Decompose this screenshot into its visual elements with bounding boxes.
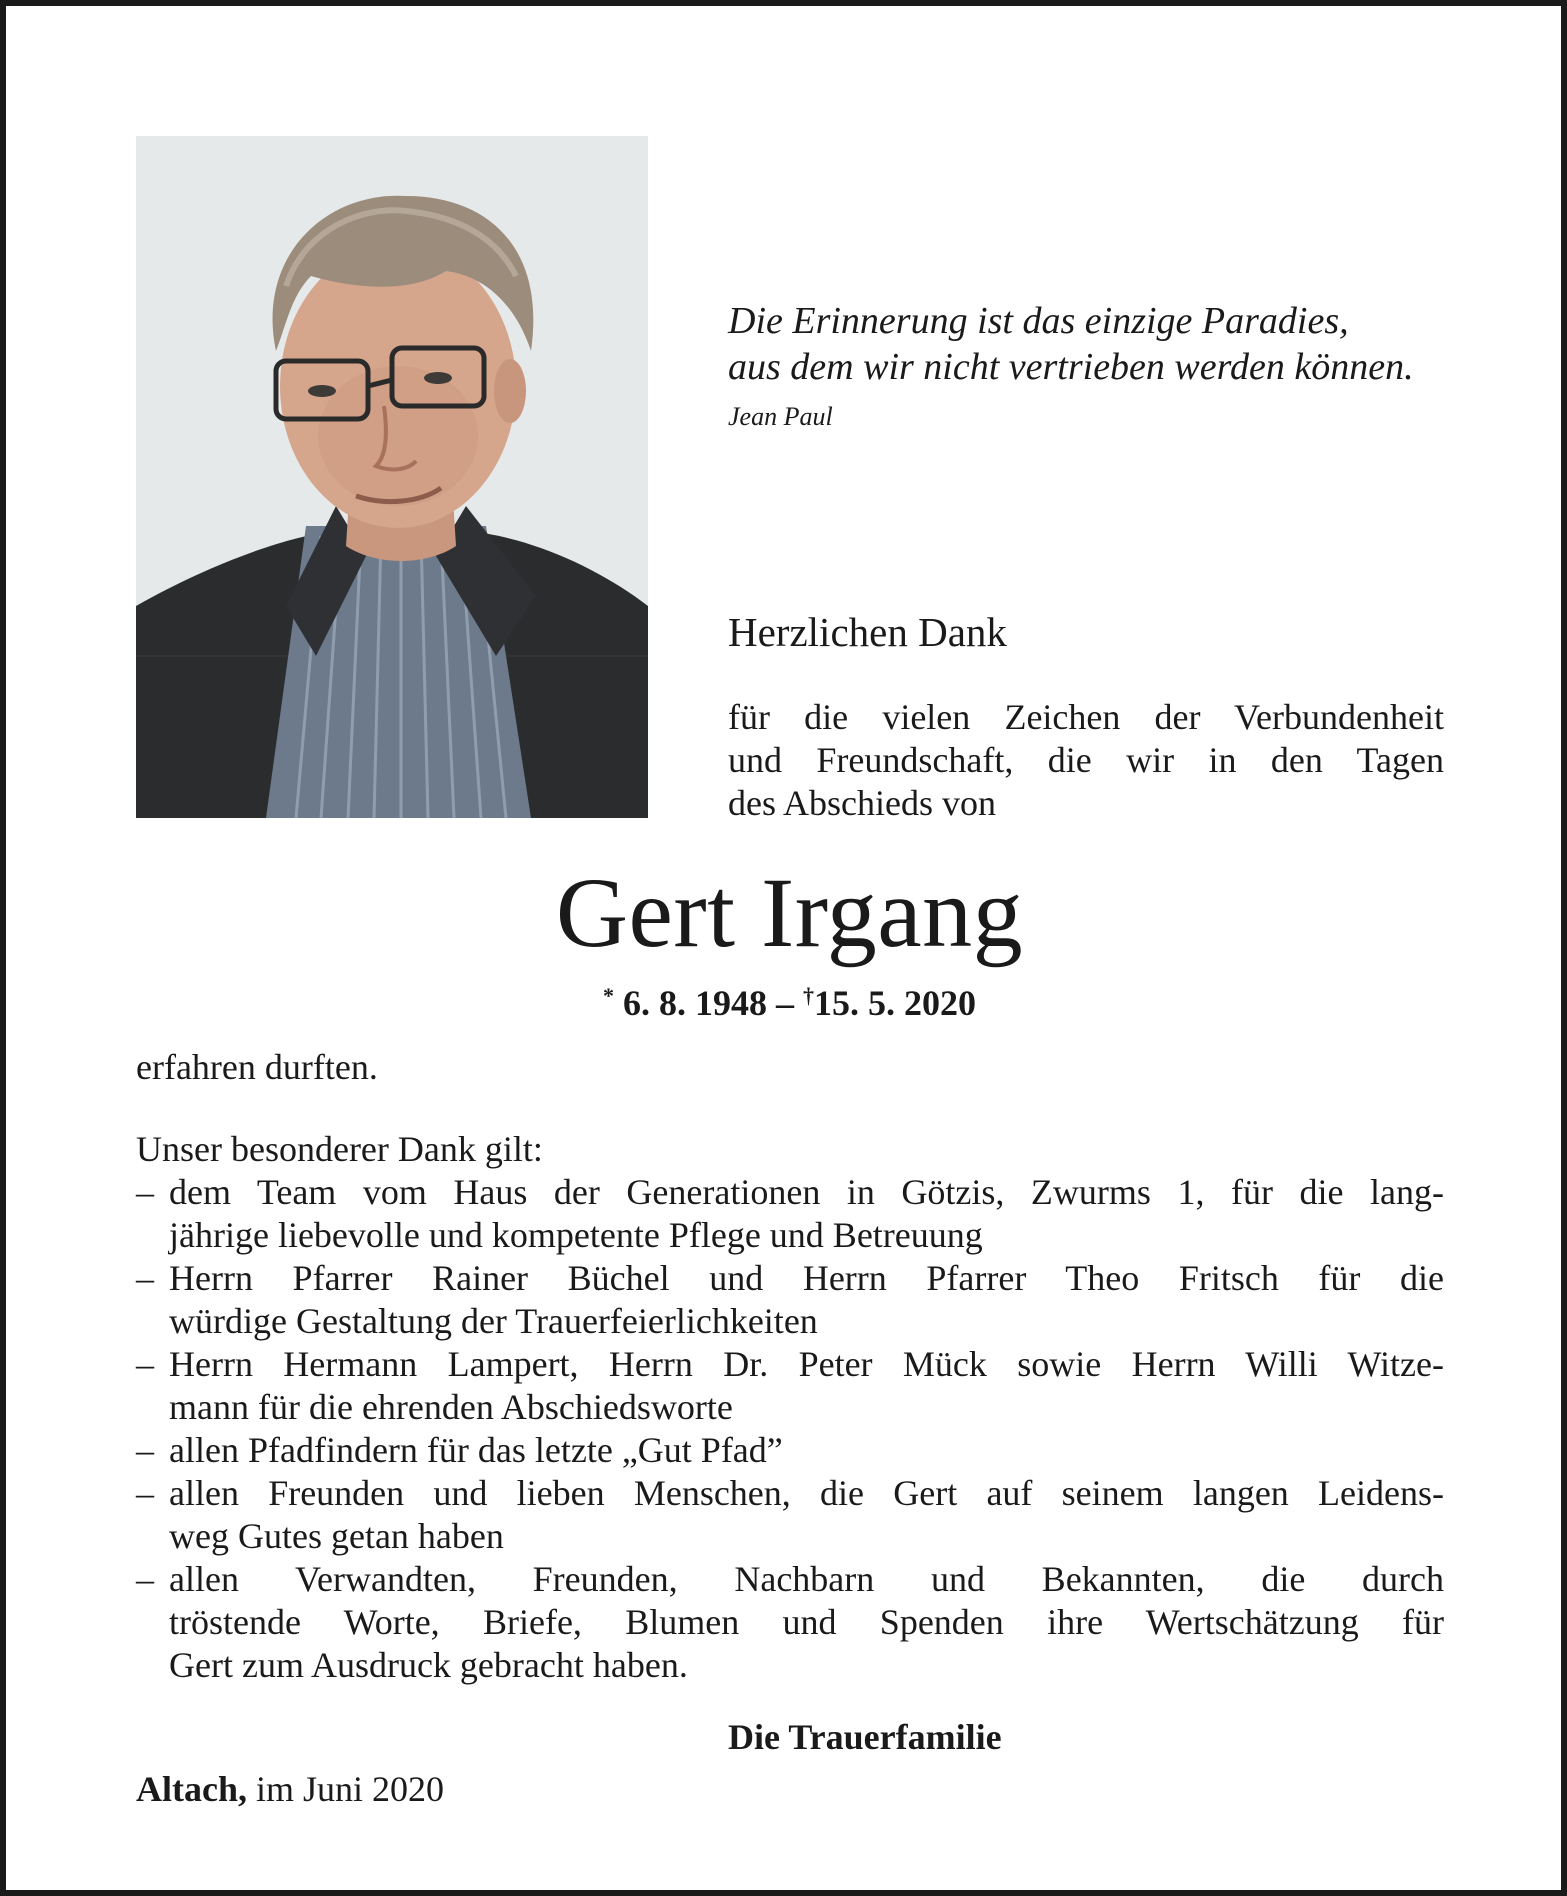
quote-line: Die Erinnerung ist das einzige Paradies, (728, 300, 1349, 342)
after-name-text: erfahren durften. (136, 1047, 378, 1087)
date-separator: – (776, 983, 794, 1023)
birth-date: 6. 8. 1948 (623, 983, 767, 1023)
place-date (136, 1768, 444, 1810)
special-thanks-line: allen Verwandten, Freunden, Nachbarn und Bekannten, die durch (169, 1559, 1444, 1599)
birth-symbol: * (603, 983, 614, 1008)
date: im Juni 2020 (256, 1769, 445, 1809)
special-thanks-line: würdige Gestaltung der Trauerfeierlichkeiten (169, 1301, 818, 1341)
special-thanks-line: weg Gutes getan haben (169, 1516, 504, 1556)
thanks-line: für die vielen Zeichen der Verbundenheit (728, 697, 1444, 737)
special-thanks-item (136, 1257, 1444, 1343)
dash-bullet: – (136, 1344, 154, 1384)
thanks-line: und Freundschaft, die wir in den Tagen (728, 740, 1444, 780)
special-thanks-item (136, 1558, 1444, 1687)
special-thanks-line: Gert zum Ausdruck gebracht haben. (169, 1645, 688, 1685)
thanks-text (728, 696, 1444, 825)
special-thanks-list (136, 1171, 1444, 1687)
death-date: 15. 5. 2020 (814, 983, 976, 1023)
dash-bullet: – (136, 1258, 154, 1298)
special-thanks-intro: Unser besonderer Dank gilt: (136, 1129, 543, 1169)
place: Altach, (136, 1769, 247, 1809)
portrait-illustration (136, 136, 648, 818)
special-thanks-line: Herrn Hermann Lampert, Herrn Dr. Peter Mück sowie Herrn Willi Witze- (169, 1344, 1444, 1384)
thanks-line: des Abschieds von (728, 783, 996, 823)
dash-bullet: – (136, 1559, 154, 1599)
special-thanks-item (136, 1472, 1444, 1558)
special-thanks-item (136, 1171, 1444, 1257)
special-thanks-line: tröstende Worte, Briefe, Blumen und Spenden ihre Wertschätzung für (169, 1602, 1444, 1642)
dash-bullet: – (136, 1473, 154, 1513)
special-thanks-line: allen Pfadfindern für das letzte „Gut Pfad” (169, 1430, 783, 1470)
special-thanks-line: Herrn Pfarrer Rainer Büchel und Herrn Pfarrer Theo Fritsch für die (169, 1258, 1444, 1298)
special-thanks-line: mann für die ehrenden Abschiedsworte (169, 1387, 733, 1427)
quote-author: Jean Paul (728, 402, 833, 431)
dash-bullet: – (136, 1430, 154, 1470)
special-thanks-line: allen Freunden und lieben Menschen, die Gert auf seinem langen Leidens- (169, 1473, 1444, 1513)
death-symbol: † (803, 983, 814, 1008)
dash-bullet: – (136, 1172, 154, 1212)
special-thanks-line: dem Team vom Haus der Generationen in Götzis, Zwurms 1, für die lang- (169, 1172, 1444, 1212)
quote-block (728, 298, 1488, 432)
special-thanks-item (136, 1429, 1444, 1472)
quote-line: aus dem wir nicht vertrieben werden können. (728, 346, 1414, 388)
deceased-name: Gert Irgang (555, 857, 1024, 968)
signature: Die Trauerfamilie (728, 1717, 1002, 1757)
thanks-heading: Herzlichen Dank (728, 609, 1007, 655)
special-thanks-line: jährige liebevolle und kompetente Pflege und Betreuung (169, 1215, 983, 1255)
special-thanks-item (136, 1343, 1444, 1429)
life-dates (6, 982, 1567, 1024)
portrait-photo (136, 136, 648, 818)
